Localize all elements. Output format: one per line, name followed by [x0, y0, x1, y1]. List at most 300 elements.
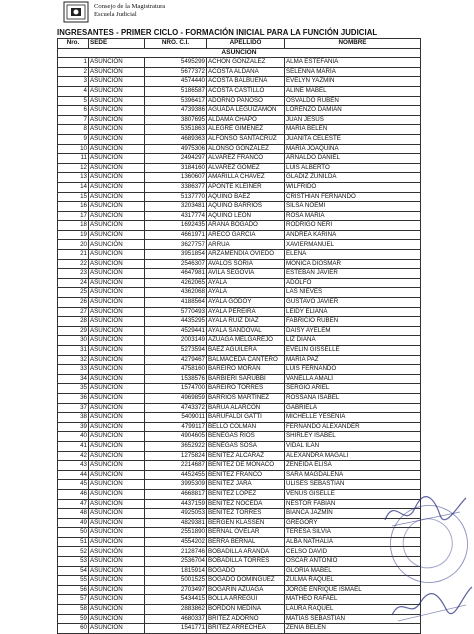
row-nombre: LUIS ALBERTO [285, 163, 421, 173]
row-number: 56 [58, 585, 89, 595]
row-sede: ASUNCIÓN [89, 230, 145, 240]
row-number: 15 [58, 192, 89, 202]
row-apellido: BARUFALDI GATTI [207, 413, 285, 423]
row-number: 45 [58, 480, 89, 490]
table-row [58, 144, 421, 154]
row-apellido: ARECO GARCIA [207, 230, 285, 240]
row-nombre: FABRICIO RUBEN [285, 317, 421, 327]
row-apellido: ALONSO GONZÁLEZ [207, 144, 285, 154]
row-ci: 2536704 [145, 557, 207, 567]
table-row [58, 240, 421, 250]
row-apellido: AVILA SEGOVIA [207, 269, 285, 279]
table-row [58, 298, 421, 308]
column-header-nro: Nro. [58, 39, 89, 49]
row-sede: ASUNCIÓN [89, 58, 145, 68]
row-sede: ASUNCIÓN [89, 240, 145, 250]
row-apellido: BRITEZ ADORNO [207, 614, 285, 624]
row-ci: 3652922 [145, 441, 207, 451]
row-ci: 4668817 [145, 489, 207, 499]
row-ci: 4647981 [145, 269, 207, 279]
row-number: 12 [58, 163, 89, 173]
row-apellido: BOBADILLA ARANDA [207, 547, 285, 557]
row-number: 52 [58, 547, 89, 557]
row-sede: ASUNCIÓN [89, 413, 145, 423]
row-nombre: ALINE MABEL [285, 86, 421, 96]
row-sede: ASUNCIÓN [89, 163, 145, 173]
row-sede: ASUNCIÓN [89, 182, 145, 192]
row-nombre: GUSTAVO JAVIER [285, 298, 421, 308]
row-sede: ASUNCIÓN [89, 557, 145, 567]
row-number: 36 [58, 393, 89, 403]
row-number: 32 [58, 355, 89, 365]
row-nombre: FERNANDO ALEXANDER [285, 422, 421, 432]
row-sede: ASUNCIÓN [89, 154, 145, 164]
row-nombre: DAISY AYELEM [285, 326, 421, 336]
row-apellido: AYALA GODOY [207, 298, 285, 308]
row-number: 48 [58, 509, 89, 519]
row-number: 54 [58, 566, 89, 576]
row-ci: 4758160 [145, 365, 207, 375]
row-ci: 4661971 [145, 230, 207, 240]
row-apellido: ACOSTA ALDANA [207, 67, 285, 77]
row-sede: ASUNCIÓN [89, 384, 145, 394]
row-ci: 3995309 [145, 480, 207, 490]
row-apellido: BERRA BERNAL [207, 537, 285, 547]
row-ci: 5001525 [145, 576, 207, 586]
table-row [58, 489, 421, 499]
table-row [58, 250, 421, 260]
table-row [58, 96, 421, 106]
row-apellido: BRITEZ ARRECHEA [207, 624, 285, 634]
row-apellido: ARZAMENDIA OVIEDO [207, 250, 285, 260]
table-row [58, 528, 421, 538]
column-header-nombre: NOMBRE [285, 39, 421, 49]
row-ci: 1360607 [145, 173, 207, 183]
row-number: 34 [58, 374, 89, 384]
row-number: 28 [58, 317, 89, 327]
row-nombre: GREGORY [285, 518, 421, 528]
row-sede: ASUNCIÓN [89, 441, 145, 451]
row-nombre: ULISES SEBASTIAN [285, 480, 421, 490]
row-nombre: ADOLFO [285, 278, 421, 288]
table-row [58, 211, 421, 221]
row-nombre: LAURA RAQUEL [285, 605, 421, 615]
row-ci: 3627757 [145, 240, 207, 250]
row-nombre: MARIA BELEN [285, 125, 421, 135]
row-number: 41 [58, 441, 89, 451]
row-ci: 1574700 [145, 384, 207, 394]
row-apellido: BENITEZ ALCARAZ [207, 451, 285, 461]
row-sede: ASUNCIÓN [89, 451, 145, 461]
table-row [58, 393, 421, 403]
row-nombre: JUANITA CELESTE [285, 134, 421, 144]
row-ci: 4317774 [145, 211, 207, 221]
row-nombre: TERESA SILVIA [285, 528, 421, 538]
row-nombre: GLADIZ ZUNILDA [285, 173, 421, 183]
table-row [58, 154, 421, 164]
row-nombre: VANELLA AMALÍ [285, 374, 421, 384]
row-number: 3 [58, 77, 89, 87]
table-row [58, 106, 421, 116]
row-ci: 5137770 [145, 192, 207, 202]
row-ci: 4574440 [145, 77, 207, 87]
row-apellido: BELLO COLMAN [207, 422, 285, 432]
row-sede: ASUNCIÓN [89, 106, 145, 116]
row-sede: ASUNCIÓN [89, 461, 145, 471]
row-sede: ASUNCIÓN [89, 566, 145, 576]
row-nombre: ROSSANA ISABEL [285, 393, 421, 403]
row-apellido: ARRUA [207, 240, 285, 250]
row-ci: 2128746 [145, 547, 207, 557]
table-row [58, 614, 421, 624]
row-sede: ASUNCIÓN [89, 96, 145, 106]
column-header-apellido: APELLIDO [207, 39, 285, 49]
row-nombre: ALMA ESTEFANIA [285, 58, 421, 68]
row-apellido: AYALA PEREIRA [207, 307, 285, 317]
row-apellido: BÁEZ AGUILERA [207, 346, 285, 356]
row-number: 19 [58, 230, 89, 240]
row-ci: 4262065 [145, 278, 207, 288]
row-apellido: BAREIRO TORRES [207, 384, 285, 394]
row-number: 33 [58, 365, 89, 375]
row-apellido: BENEGAS RIOS [207, 432, 285, 442]
row-number: 25 [58, 288, 89, 298]
table-row [58, 566, 421, 576]
table-row [58, 355, 421, 365]
row-nombre: VENUS GISELLE [285, 489, 421, 499]
row-number: 50 [58, 528, 89, 538]
row-ci: 3184160 [145, 163, 207, 173]
row-number: 13 [58, 173, 89, 183]
row-ci: 5409011 [145, 413, 207, 423]
signature-icon [388, 575, 474, 625]
row-nombre: MICHELLE YESENIA [285, 413, 421, 423]
row-apellido: AVALOS SORIA [207, 259, 285, 269]
row-ci: 3951854 [145, 250, 207, 260]
row-ci: 4452455 [145, 470, 207, 480]
table-row [58, 125, 421, 135]
row-sede: ASUNCIÓN [89, 499, 145, 509]
table-row [58, 365, 421, 375]
table-row [58, 605, 421, 615]
row-sede: ASUNCIÓN [89, 326, 145, 336]
row-nombre: CELSO DAVID [285, 547, 421, 557]
row-apellido: BERGEN KLASSEN [207, 518, 285, 528]
row-ci: 3386377 [145, 182, 207, 192]
row-ci: 4969859 [145, 393, 207, 403]
row-number: 58 [58, 605, 89, 615]
table-row [58, 317, 421, 327]
row-ci: 2883862 [145, 605, 207, 615]
row-number: 47 [58, 499, 89, 509]
table-row [58, 585, 421, 595]
row-sede: ASUNCIÓN [89, 355, 145, 365]
row-nombre: MATHEO RAFAEL [285, 595, 421, 605]
row-apellido: BENITEZ FRANCO [207, 470, 285, 480]
row-number: 23 [58, 269, 89, 279]
row-sede: ASUNCIÓN [89, 518, 145, 528]
row-nombre: SILSA NOEMI [285, 202, 421, 212]
row-number: 6 [58, 106, 89, 116]
row-nombre: LIZ DIANA [285, 336, 421, 346]
row-ci: 4188564 [145, 298, 207, 308]
table-row [58, 307, 421, 317]
row-apellido: AMARILLA CHAVEZ [207, 173, 285, 183]
row-number: 42 [58, 451, 89, 461]
table-row [58, 374, 421, 384]
row-number: 27 [58, 307, 89, 317]
row-nombre: ALBA NATHALIA [285, 537, 421, 547]
row-ci: 3203481 [145, 202, 207, 212]
table-row [58, 537, 421, 547]
row-number: 10 [58, 144, 89, 154]
row-apellido: AYALA [207, 278, 285, 288]
row-sede: ASUNCIÓN [89, 307, 145, 317]
row-apellido: AQUINO LEÓN [207, 211, 285, 221]
row-nombre: ANDREA KARINA [285, 230, 421, 240]
row-ci: 5677372 [145, 67, 207, 77]
row-number: 44 [58, 470, 89, 480]
row-nombre: JUAN JESUS [285, 115, 421, 125]
row-number: 49 [58, 518, 89, 528]
row-number: 59 [58, 614, 89, 624]
row-ci: 5186587 [145, 86, 207, 96]
row-apellido: BOGADO [207, 566, 285, 576]
row-ci: 4554202 [145, 537, 207, 547]
row-nombre: SELENNA MARÍA [285, 67, 421, 77]
row-apellido: BOLLA ARREGUI [207, 595, 285, 605]
row-apellido: BENITEZ LÓPEZ [207, 489, 285, 499]
row-apellido: BOGARIN AZUAGA [207, 585, 285, 595]
row-apellido: ADORNO PANOSO [207, 96, 285, 106]
row-nombre: MATIAS SEBASTIAN [285, 614, 421, 624]
row-number: 60 [58, 624, 89, 634]
row-nombre: ZULMA RAQUEL [285, 576, 421, 586]
table-row [58, 461, 421, 471]
row-ci: 4437159 [145, 499, 207, 509]
row-number: 38 [58, 413, 89, 423]
row-sede: ASUNCIÓN [89, 374, 145, 384]
row-number: 39 [58, 422, 89, 432]
organization-name [94, 3, 165, 19]
row-nombre: WILFRIDO [285, 182, 421, 192]
row-sede: ASUNCIÓN [89, 144, 145, 154]
table-row [58, 269, 421, 279]
row-ci: 4925053 [145, 509, 207, 519]
row-sede: ASUNCIÓN [89, 528, 145, 538]
row-sede: ASUNCIÓN [89, 269, 145, 279]
row-number: 16 [58, 202, 89, 212]
row-number: 21 [58, 250, 89, 260]
row-ci: 4739386 [145, 106, 207, 116]
row-ci: 1692435 [145, 221, 207, 231]
row-apellido: BERNAL OVELAR [207, 528, 285, 538]
table-row [58, 413, 421, 423]
row-nombre: OSVALDO RUBÉN [285, 96, 421, 106]
table-row [58, 230, 421, 240]
row-apellido: AZUAGA MELGAREJO [207, 336, 285, 346]
row-nombre: ALEXANDRA MAGALI [285, 451, 421, 461]
section-row [58, 48, 421, 58]
row-ci: 4904605 [145, 432, 207, 442]
row-apellido: BENEGAS SOSA [207, 441, 285, 451]
row-ci: 5273594 [145, 346, 207, 356]
row-sede: ASUNCIÓN [89, 432, 145, 442]
row-number: 4 [58, 86, 89, 96]
row-ci: 1541771 [145, 624, 207, 634]
row-nombre: NESTOR FABIÁN [285, 499, 421, 509]
row-nombre: ELENA [285, 250, 421, 260]
row-nombre: ZENEIDA ELISA [285, 461, 421, 471]
row-apellido: BOGADO DOMINGUEZ [207, 576, 285, 586]
row-sede: ASUNCIÓN [89, 202, 145, 212]
row-apellido: ALEGRE GIMENEZ [207, 125, 285, 135]
row-ci: 5396417 [145, 96, 207, 106]
row-sede: ASUNCIÓN [89, 480, 145, 490]
row-nombre: VIDAL ILÁN [285, 441, 421, 451]
row-number: 40 [58, 432, 89, 442]
row-number: 43 [58, 461, 89, 471]
row-sede: ASUNCIÓN [89, 86, 145, 96]
row-apellido: AYALA [207, 288, 285, 298]
row-sede: ASUNCIÓN [89, 403, 145, 413]
table-row [58, 67, 421, 77]
row-sede: ASUNCIÓN [89, 115, 145, 125]
table-row [58, 346, 421, 356]
row-number: 8 [58, 125, 89, 135]
table-row [58, 115, 421, 125]
table-row [58, 221, 421, 231]
row-ci: 1815914 [145, 566, 207, 576]
row-apellido: BALMACEDA CANTERO [207, 355, 285, 365]
row-sede: ASUNCIÓN [89, 298, 145, 308]
row-number: 46 [58, 489, 89, 499]
row-apellido: ALVAREZ FRANCO [207, 154, 285, 164]
row-nombre: OSCAR ANTONIO [285, 557, 421, 567]
row-sede: ASUNCIÓN [89, 173, 145, 183]
row-ci: 5434415 [145, 595, 207, 605]
row-nombre: GLORIA MABEL [285, 566, 421, 576]
row-nombre: GABRIELA [285, 403, 421, 413]
row-apellido: BARRIOS MARTÍNEZ [207, 393, 285, 403]
row-sede: ASUNCIÓN [89, 278, 145, 288]
row-number: 7 [58, 115, 89, 125]
table-row [58, 518, 421, 528]
row-ci: 2494297 [145, 154, 207, 164]
row-ci: 4435295 [145, 317, 207, 327]
column-header-sede: SEDE [89, 39, 145, 49]
row-ci: 5351863 [145, 125, 207, 135]
table-row [58, 470, 421, 480]
seal-logo-icon [63, 1, 89, 23]
row-nombre: RODRIGO NERI [285, 221, 421, 231]
table-row [58, 509, 421, 519]
row-ci: 5770493 [145, 307, 207, 317]
row-number: 9 [58, 134, 89, 144]
row-ci: 4975306 [145, 144, 207, 154]
row-apellido: BARÚA ALARCÓN [207, 403, 285, 413]
roster-table [57, 38, 421, 634]
row-sede: ASUNCIÓN [89, 537, 145, 547]
row-nombre: BIANCA JAZMÍN [285, 509, 421, 519]
row-nombre: SARA MAGDALENA [285, 470, 421, 480]
table-row [58, 173, 421, 183]
row-ci: 1275824 [145, 451, 207, 461]
row-number: 5 [58, 96, 89, 106]
row-nombre: SHIRLEY ISABEL [285, 432, 421, 442]
row-ci: 4799117 [145, 422, 207, 432]
table-row [58, 86, 421, 96]
row-number: 22 [58, 259, 89, 269]
table-row [58, 499, 421, 509]
row-sede: ASUNCIÓN [89, 595, 145, 605]
row-nombre: XAVIERMANUEL [285, 240, 421, 250]
table-row [58, 422, 421, 432]
table-row [58, 326, 421, 336]
row-apellido: ALDAMA CHAPO [207, 115, 285, 125]
row-number: 55 [58, 576, 89, 586]
row-sede: ASUNCIÓN [89, 67, 145, 77]
row-sede: ASUNCIÓN [89, 585, 145, 595]
row-apellido: ALVAREZ GÓMEZ [207, 163, 285, 173]
row-ci: 4829381 [145, 518, 207, 528]
row-apellido: BORDON MEDINA [207, 605, 285, 615]
column-header-ci: NRO. C.I. [145, 39, 207, 49]
org-line-2: Escuela Judicial [94, 11, 137, 18]
row-sede: ASUNCIÓN [89, 259, 145, 269]
row-apellido: AQUINO BARRIOS [207, 202, 285, 212]
row-number: 53 [58, 557, 89, 567]
row-nombre: MARIA PAZ [285, 355, 421, 365]
row-sede: ASUNCIÓN [89, 393, 145, 403]
row-sede: ASUNCIÓN [89, 192, 145, 202]
row-number: 24 [58, 278, 89, 288]
row-apellido: ACOSTA BALBUENA [207, 77, 285, 87]
row-apellido: AQUINO BAEZ [207, 192, 285, 202]
table-row [58, 134, 421, 144]
row-ci: 2546307 [145, 259, 207, 269]
table-row [58, 192, 421, 202]
table-row [58, 441, 421, 451]
row-apellido: AYALA SANDOVAL [207, 326, 285, 336]
row-nombre: ESTEBAN JAVIER [285, 269, 421, 279]
row-apellido: ALFONSO SANTACRUZ [207, 134, 285, 144]
row-apellido: BENITEZ JARA [207, 480, 285, 490]
row-apellido: ACOSTA CASTILLO [207, 86, 285, 96]
row-apellido: BAREIRO MORÁN [207, 365, 285, 375]
row-sede: ASUNCIÓN [89, 221, 145, 231]
row-sede: ASUNCIÓN [89, 317, 145, 327]
table-row [58, 432, 421, 442]
row-nombre: SERGIO ARIEL [285, 384, 421, 394]
table-row [58, 288, 421, 298]
row-number: 1 [58, 58, 89, 68]
row-nombre: ROSA MARIA [285, 211, 421, 221]
table-row [58, 384, 421, 394]
row-number: 14 [58, 182, 89, 192]
row-apellido: BARBIERI SARUBBI [207, 374, 285, 384]
table-row [58, 451, 421, 461]
row-ci: 2003149 [145, 336, 207, 346]
row-ci: 4689363 [145, 134, 207, 144]
row-nombre: LORENZO DAMIÁN [285, 106, 421, 116]
row-number: 30 [58, 336, 89, 346]
row-apellido: ARANA BOGADO [207, 221, 285, 231]
row-number: 11 [58, 154, 89, 164]
table-row [58, 202, 421, 212]
row-ci: 2214687 [145, 461, 207, 471]
row-sede: ASUNCIÓN [89, 422, 145, 432]
